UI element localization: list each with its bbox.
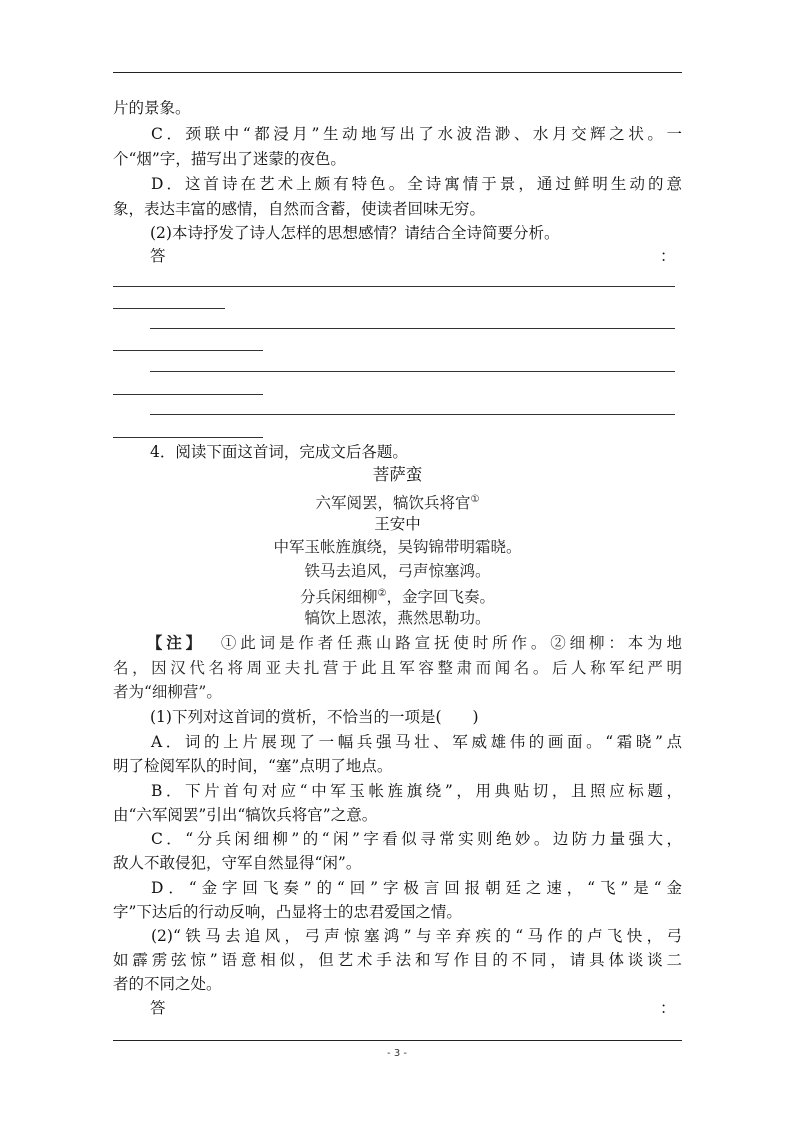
note-label: 【注】 bbox=[143, 633, 205, 652]
q4-answer-label: 答 bbox=[150, 999, 166, 1017]
q4-answer-colon: ： bbox=[660, 999, 676, 1017]
q4-option-c-line1: C．“分兵闲细柳”的“闲”字看似寻常实则绝妙。边防力量强大， bbox=[151, 830, 682, 848]
q4-option-b-line1: B．下片首句对应“中军玉帐旌旗绕”，用典贴切，且照应标题， bbox=[151, 782, 682, 800]
q3-option-d-line2: 象，表达丰富的感情，自然而含蓄，使读者回味无穷。 bbox=[113, 200, 486, 218]
q4-option-a-line2: 明了检阅军队的时间，“塞”点明了地点。 bbox=[113, 757, 393, 775]
q4-option-a-line1: A．词的上片展现了一幅兵强马壮、军威雄伟的画面。“霜晓”点 bbox=[151, 733, 682, 751]
q3-option-c-line2: 个“烟”字，描写出了迷蒙的夜色。 bbox=[113, 150, 346, 168]
answer-line[interactable] bbox=[150, 371, 675, 372]
q3-answer-label: 答 bbox=[150, 247, 166, 265]
poem-line: 分兵闲细柳②，金字回飞奏。 bbox=[300, 588, 495, 607]
poem-line: 中军玉帐旌旗绕，吴钩锦带明霜晓。 bbox=[273, 538, 522, 556]
poem-note-line2: 名，因汉代名将周亚夫扎营于此且军容整肃而闻名。后人称军纪严明 bbox=[113, 659, 682, 677]
answer-line[interactable] bbox=[113, 394, 263, 395]
q4-option-c-line2: 敌人不敢侵犯，守军自然显得“闲”。 bbox=[113, 854, 362, 872]
poem-line: 犒饮上恩浓，燕然思勒功。 bbox=[304, 609, 491, 627]
answer-line[interactable] bbox=[113, 437, 263, 438]
footer-rule bbox=[113, 1040, 682, 1041]
q3-answer-colon: ： bbox=[660, 247, 676, 265]
q3-option-d-line1: D．这首诗在艺术上颇有特色。全诗寓情于景，通过鲜明生动的意 bbox=[151, 175, 682, 193]
answer-line[interactable] bbox=[113, 286, 675, 287]
answer-line[interactable] bbox=[113, 350, 263, 351]
q3-option-b-end: 片的景象。 bbox=[113, 99, 191, 117]
poem-note-line1: 【注】 ①此词是作者任燕山路宣抚使时所作。②细柳：本为地 bbox=[143, 633, 682, 652]
footnote-marker: ② bbox=[377, 588, 387, 599]
q4-subquestion-2-line1: (2)“铁马去追风，弓声惊塞鸿”与辛弃疾的“马作的卢飞快，弓 bbox=[151, 927, 682, 945]
q4-intro: 4．阅读下面这首词，完成文后各题。 bbox=[150, 443, 408, 461]
poem-author: 王安中 bbox=[374, 515, 421, 533]
page-number: - 3 - bbox=[387, 1048, 407, 1059]
header-rule bbox=[113, 72, 682, 73]
q4-option-d-line2: 字”下达后的行动反响，凸显将士的忠君爱国之情。 bbox=[113, 903, 462, 921]
q4-option-d-line1: D．“金字回飞奏”的“回”字极言回报朝廷之速，“飞”是“金 bbox=[151, 879, 682, 897]
q4-subquestion-1: (1)下列对这首词的赏析，不恰当的一项是( ) bbox=[150, 708, 479, 726]
q3-option-c-line1: C．颈联中“都浸月”生动地写出了水波浩渺、水月交辉之状。一 bbox=[151, 125, 682, 143]
answer-line[interactable] bbox=[113, 308, 225, 309]
answer-line[interactable] bbox=[150, 414, 675, 415]
poem-note-line3: 者为“细柳营”。 bbox=[113, 683, 222, 701]
poem-title: 菩萨蛮 bbox=[372, 465, 423, 484]
q3-subquestion-2: (2)本诗抒发了诗人怎样的思想感情？请结合全诗简要分析。 bbox=[150, 224, 560, 242]
poem-line: 铁马去追风，弓声惊塞鸿。 bbox=[304, 562, 491, 580]
q4-subquestion-2-line3: 者的不同之处。 bbox=[113, 975, 222, 993]
q4-subquestion-2-line2: 如霹雳弦惊”语意相似，但艺术手法和写作目的不同，请具体谈谈二 bbox=[113, 951, 682, 969]
poem-subtitle: 六军阅罢，犒饮兵将官① bbox=[315, 494, 480, 513]
q4-option-b-line2: 由“六军阅罢”引出“犒饮兵将官”之意。 bbox=[113, 806, 378, 824]
footnote-marker: ① bbox=[470, 494, 480, 505]
answer-line[interactable] bbox=[150, 328, 675, 329]
